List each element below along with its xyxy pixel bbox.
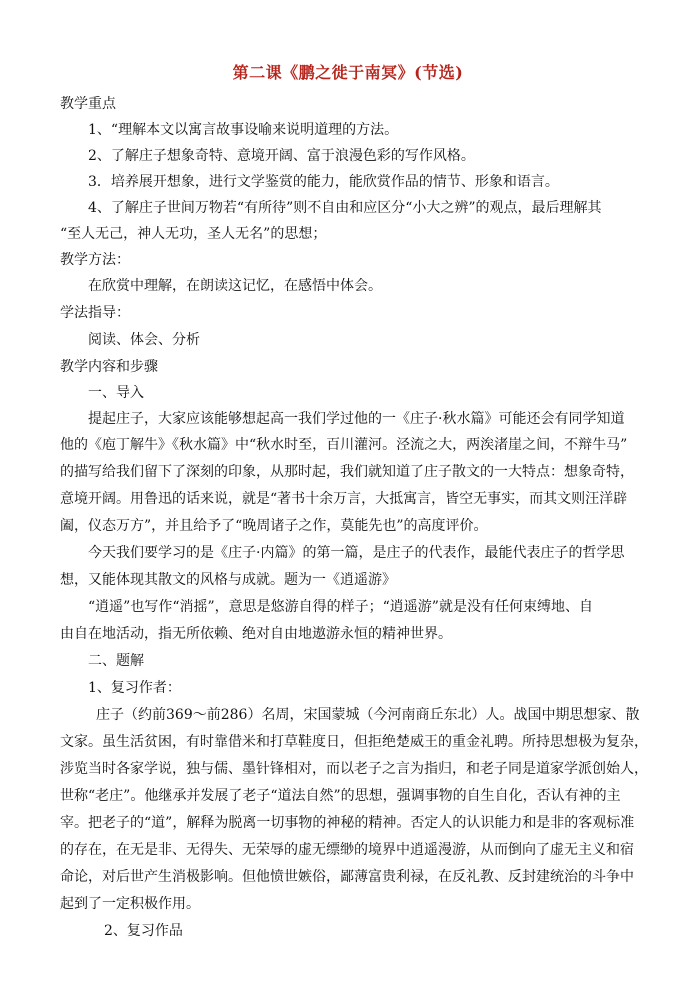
- text-line: 想，又能体现其散文的风格与成就。题为一《逍遥游》: [60, 572, 396, 588]
- text-line: 命论，对后世产生消极影响。但他愤世嫉俗，鄙薄富贵利禄，在反礼教、反封建统治的斗争中: [60, 869, 634, 885]
- text-line: 今天我们要学习的是《庄子·内篇》的第一篇，是庄子的代表作，最能代表庄子的哲学思: [88, 545, 625, 561]
- text-line: 宰。把老子的“道”，解释为脱离一切事物的神秘的精神。否定人的认识能力和是非的客观标准: [60, 815, 635, 831]
- text-line: 阅读、体会、分析: [88, 332, 200, 348]
- page-title: 第二课《鹏之徙于南冥》(节选): [232, 63, 464, 82]
- text-line: 世称“老庄”。他继承并发展了老子“道法自然”的思想，强调事物的自生自化，否认有神的主: [60, 788, 621, 804]
- subsection-heading: 2、复习作品: [104, 923, 183, 939]
- text-line: 文家。虽生活贫困，有时靠借米和打草鞋度日，但拒绝楚威王的重金礼聘。所持思想极为复杂，: [60, 734, 648, 750]
- text-line: 庄子（约前369～前286）名周，宋国蒙城（今河南商丘东北）人。战国中期思想家、散: [96, 707, 640, 723]
- text-line: 在欣赏中理解，在朗读这记忆，在感悟中体会。: [88, 278, 382, 294]
- section-heading: 学法指导：: [60, 305, 130, 321]
- section-heading: 教学重点: [60, 96, 116, 112]
- text-line: 2、了解庄子想象奇特、意境开阔、富于浪漫色彩的写作风格。: [88, 148, 475, 164]
- text-line: 涉览当时各家学说，独与儒、墨针锋相对，而以老子之言为指归，和老子同是道家学派创始人，: [60, 761, 648, 777]
- text-line: 由自在地活动，指无所依赖、绝对自由地遨游永恒的精神世界。: [60, 626, 452, 642]
- text-line: 4、了解庄子世间万物若“有所待”则不自由和应区分“小大之辨”的观点，最后理解其: [88, 200, 602, 216]
- text-line: 起到了一定积极作用。: [60, 896, 200, 912]
- subsection-heading: 二、题解: [88, 653, 144, 669]
- text-line: 1、“理解本文以寓言故事设喻来说明道理的方法。: [88, 122, 399, 138]
- text-line: 阖，仪态万方”，并且给予了“晚周诸子之作，莫能先也”的高度评价。: [60, 518, 488, 534]
- subsection-heading: 一、导入: [88, 385, 144, 401]
- text-line: 意境开阔。用鲁迅的话来说，就是“著书十余万言，大抵寓言，皆空无事实，而其文则汪洋辟: [60, 491, 628, 507]
- text-line: “逍遥”也写作“消摇”，意思是悠游自得的样子；“逍遥游”就是没有任何束缚地、自: [88, 599, 593, 615]
- text-line: 提起庄子，大家应该能够想起高一我们学过他的一《庄子·秋水篇》可能还会有同学知道: [88, 411, 625, 427]
- text-line: 的描写给我们留下了深刻的印象，从那时起，我们就知道了庄子散文的一大特点：想象奇特，: [60, 464, 634, 480]
- text-line: 他的《庖丁解牛》《秋水篇》中“秋水时至，百川灌河。泾流之大，两涘渚崖之间，不辩牛马”: [60, 437, 628, 453]
- section-heading: 教学方法：: [60, 252, 130, 268]
- text-line: 3．培养展开想象，进行文学鉴赏的能力，能欣赏作品的情节、形象和语言。: [88, 174, 559, 190]
- section-heading: 教学内容和步骤: [60, 359, 158, 375]
- text-line: 的存在，在无是非、无得失、无荣辱的虚无缥缈的境界中逍遥漫游，从而倒向了虚无主义和宿: [60, 842, 634, 858]
- subsection-heading: 1、复习作者：: [88, 680, 181, 696]
- text-line: “至人无己，神人无功，圣人无名”的思想；: [60, 226, 327, 242]
